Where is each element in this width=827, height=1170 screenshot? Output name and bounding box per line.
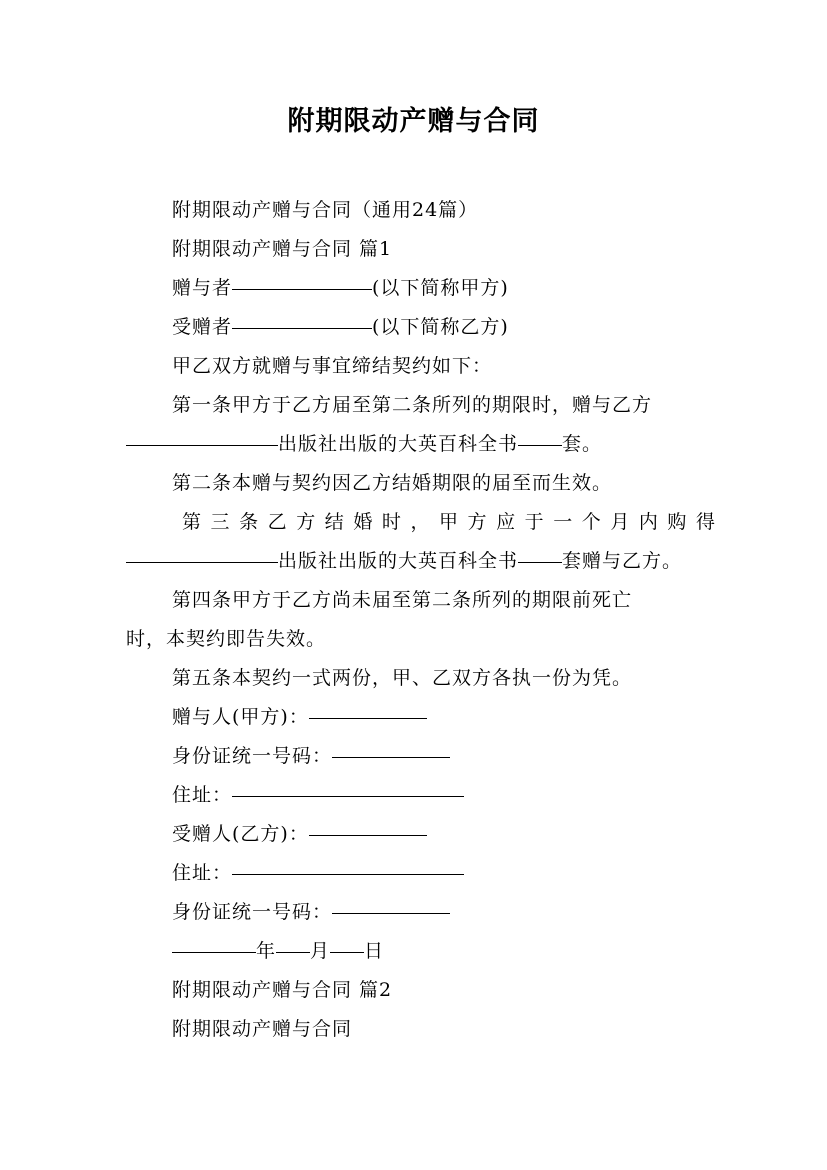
signature-donee-address	[126, 854, 716, 893]
text: 住址：	[172, 862, 233, 884]
text: 住址：	[172, 784, 233, 806]
text: 受赠人(乙方)：	[172, 823, 309, 845]
text: 甲乙双方就赠与事宜缔结契约如下：	[172, 355, 493, 377]
fill-blank[interactable]	[332, 756, 450, 758]
paragraph-article-3	[126, 503, 716, 542]
paragraph-article-5	[126, 659, 716, 698]
text: (以下简称乙方)	[372, 316, 509, 338]
fill-blank[interactable]	[518, 444, 562, 446]
fill-blank[interactable]	[309, 834, 427, 836]
paragraph-donee	[126, 308, 716, 347]
text: 年	[256, 940, 277, 962]
fill-blank[interactable]	[232, 873, 464, 875]
text: 附期限动产赠与合同 篇1	[172, 238, 393, 260]
paragraph-section-heading	[126, 971, 716, 1010]
text: 日	[364, 940, 385, 962]
paragraph-article-1	[126, 386, 716, 425]
signature-donor	[126, 698, 716, 737]
text: 第五条本契约一式两份，甲、乙双方各执一份为凭。	[172, 667, 633, 689]
text: 第二条本赠与契约因乙方结婚期限的届至而生效。	[172, 472, 613, 494]
text: 时，本契约即告失效。	[126, 628, 327, 650]
fill-blank[interactable]	[126, 444, 278, 446]
text: 附期限动产赠与合同	[172, 1018, 353, 1040]
fill-blank[interactable]	[232, 327, 372, 329]
paragraph-donor	[126, 269, 716, 308]
fill-blank[interactable]	[309, 717, 427, 719]
text: 受赠者	[172, 316, 233, 338]
paragraph-intro	[126, 347, 716, 386]
fill-blank[interactable]	[276, 951, 310, 953]
text: 套。	[562, 433, 603, 455]
fill-blank[interactable]	[126, 561, 278, 563]
fill-blank[interactable]	[518, 561, 562, 563]
paragraph-section-heading	[126, 230, 716, 269]
document-title: 附期限动产赠与合同	[287, 106, 540, 137]
text: 出版社出版的大英百科全书	[278, 433, 519, 455]
date-line	[126, 932, 716, 971]
signature-donee-id	[126, 893, 716, 932]
text: 月	[310, 940, 331, 962]
text: 附期限动产赠与合同（通用24篇）	[172, 199, 479, 221]
fill-blank[interactable]	[172, 951, 256, 953]
paragraph-article-2	[126, 464, 716, 503]
paragraph-article-1-cont	[126, 425, 716, 464]
signature-donor-address	[126, 776, 716, 815]
fill-blank[interactable]	[332, 912, 450, 914]
text: 出版社出版的大英百科全书	[278, 550, 519, 572]
signature-donor-id	[126, 737, 716, 776]
text: (以下简称甲方)	[372, 277, 509, 299]
text: 附期限动产赠与合同 篇2	[172, 979, 393, 1001]
text: 赠与人(甲方)：	[172, 706, 309, 728]
paragraph-text	[126, 1010, 716, 1049]
text: 身份证统一号码：	[172, 901, 333, 923]
text: 套赠与乙方。	[562, 550, 683, 572]
paragraph-article-4-cont	[126, 620, 716, 659]
fill-blank[interactable]	[330, 951, 364, 953]
fill-blank[interactable]	[232, 795, 464, 797]
fill-blank[interactable]	[232, 288, 372, 290]
signature-donee	[126, 815, 716, 854]
text: 第四条甲方于乙方尚未届至第二条所列的期限前死亡	[172, 589, 633, 611]
paragraph-article-4	[126, 581, 716, 620]
paragraph-article-3-cont	[126, 542, 716, 581]
document-body	[126, 191, 716, 1049]
text: 赠与者	[172, 277, 233, 299]
paragraph-subtitle	[126, 191, 716, 230]
text: 第一条甲方于乙方届至第二条所列的期限时，赠与乙方	[172, 394, 653, 416]
text: 第三条乙方结婚时，甲方应于一个月内购得	[182, 511, 716, 533]
text: 身份证统一号码：	[172, 745, 333, 767]
